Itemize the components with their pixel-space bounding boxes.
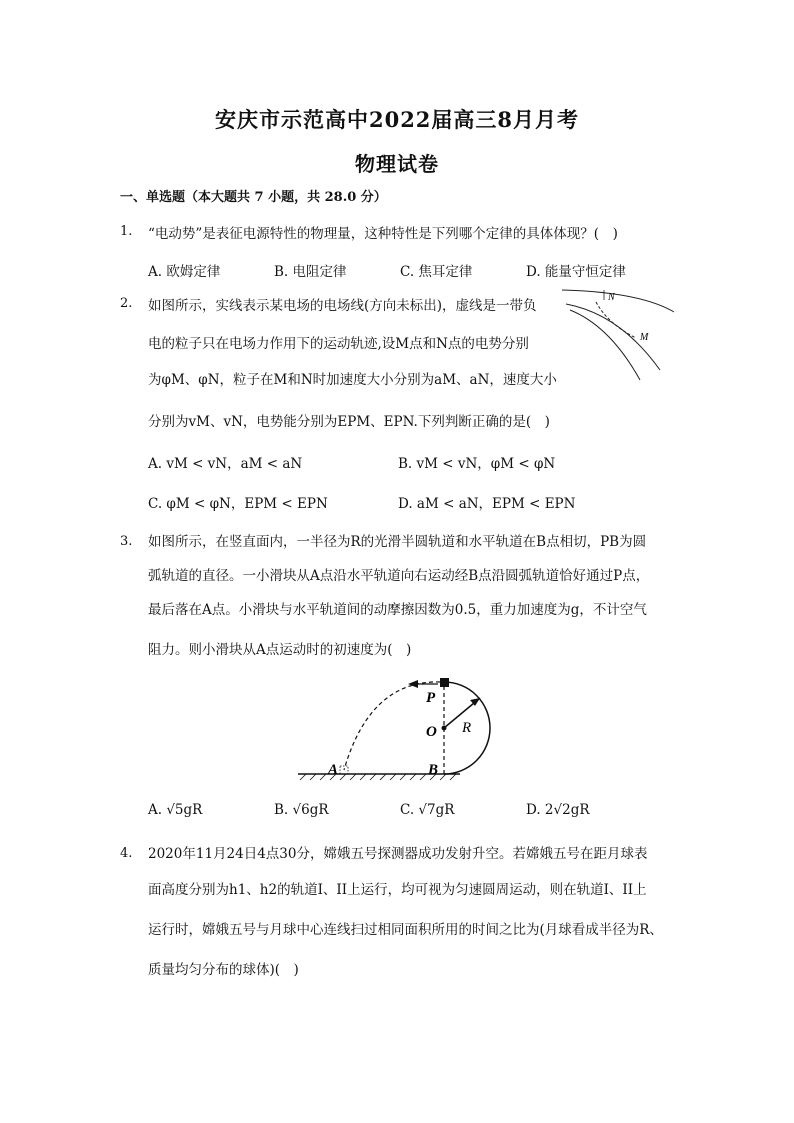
slider-block (440, 678, 449, 687)
center-point (442, 726, 447, 731)
q2-option-b: B. vM < vN，φM < φN (398, 456, 556, 472)
q2-line-2: 电的粒子只在电场力作用下的运动轨迹,设M点和N点的电势分别 (148, 336, 529, 352)
q3-line-2: 弧轨道的直径。一小滑块从A点沿水平轨道向右运动经B点沿圆弧轨道恰好通过P点， (148, 568, 650, 584)
trajectory (596, 302, 636, 338)
q1-number: 1. (120, 224, 133, 239)
q4-line-1: 2020年11月24日4点30分，嫦娥五号探测器成功发射升空。若嫦娥五号在距月球表 (148, 846, 648, 862)
label-n: N (608, 292, 615, 303)
q3-number: 3. (120, 534, 133, 549)
q2-number: 2. (120, 296, 133, 311)
q3-option-d: D. 2√2gR (526, 802, 590, 818)
section-heading: 一、单选题（本大题共 7 小题，共 28.0 分） (120, 190, 387, 205)
q2-option-c: C. φM < φN，EPM < EPN (148, 496, 328, 512)
q1-text: “电动势”是表征电源特性的物理量，这种特性是下列哪个定律的具体体现？( ) (148, 226, 618, 242)
q1-option-d: D. 能量守恒定律 (526, 264, 626, 280)
q4-number: 4. (120, 846, 133, 861)
field-line (562, 290, 674, 312)
q2-option-a: A. vM < vN，aM < aN (148, 456, 303, 472)
q3-line-1: 如图所示，在竖直面内，一半径为R的光滑半圆轨道和水平轨道在B点相切，PB为圆 (148, 534, 647, 550)
label-a: A (328, 762, 339, 778)
page-subtitle: 物理试卷 (355, 152, 439, 176)
q3-line-3: 最后落在A点。小滑块与水平轨道间的动摩擦因数为0.5，重力加速度为g，不计空气 (148, 602, 647, 618)
label-o: O (426, 724, 437, 740)
q4-line-3: 运行时，嫦娥五号与月球中心连线扫过相同面积所用的时间之比为(月球看成半径为R、 (148, 922, 663, 938)
q2-line-3: 为φM、φN，粒子在M和N时加速度大小分别为aM、aN，速度大小 (148, 372, 557, 388)
q3-option-b: B. √6gR (274, 802, 329, 818)
page-title: 安庆市示范高中2022届高三8月月考 (214, 107, 580, 132)
q2-option-d: D. aM < aN，EPM < EPN (398, 496, 576, 512)
q2-line-1: 如图所示，实线表示某电场的电场线(方向未标出)，虚线是一带负 (148, 298, 537, 314)
label-r: R (462, 720, 472, 736)
label-b: B (428, 762, 439, 778)
q1-option-c: C. 焦耳定律 (400, 264, 473, 280)
label-m: M (640, 332, 649, 343)
field-line (570, 310, 640, 380)
q4-line-4: 质量均匀分布的球体)( ) (148, 962, 299, 978)
q1-option-a: A. 欧姆定律 (148, 264, 221, 280)
q2-line-4: 分别为vM、vN，电势能分别为EPM、EPN.下列判断正确的是( ) (148, 414, 550, 430)
q3-track-figure (290, 670, 510, 790)
q3-option-a: A. √5gR (148, 802, 203, 818)
q3-line-4: 阻力。则小滑块从A点运动时的初速度为( ) (148, 642, 412, 658)
q2-field-figure (560, 284, 680, 384)
q3-option-c: C. √7gR (400, 802, 455, 818)
velocity-arrowhead (408, 680, 418, 688)
label-p: P (426, 690, 436, 706)
q1-option-b: B. 电阻定律 (274, 264, 347, 280)
q4-line-2: 面高度分别为h1、h2的轨道I、II上运行，均可视为匀速圆周运动，则在轨道I、II上 (148, 882, 647, 898)
